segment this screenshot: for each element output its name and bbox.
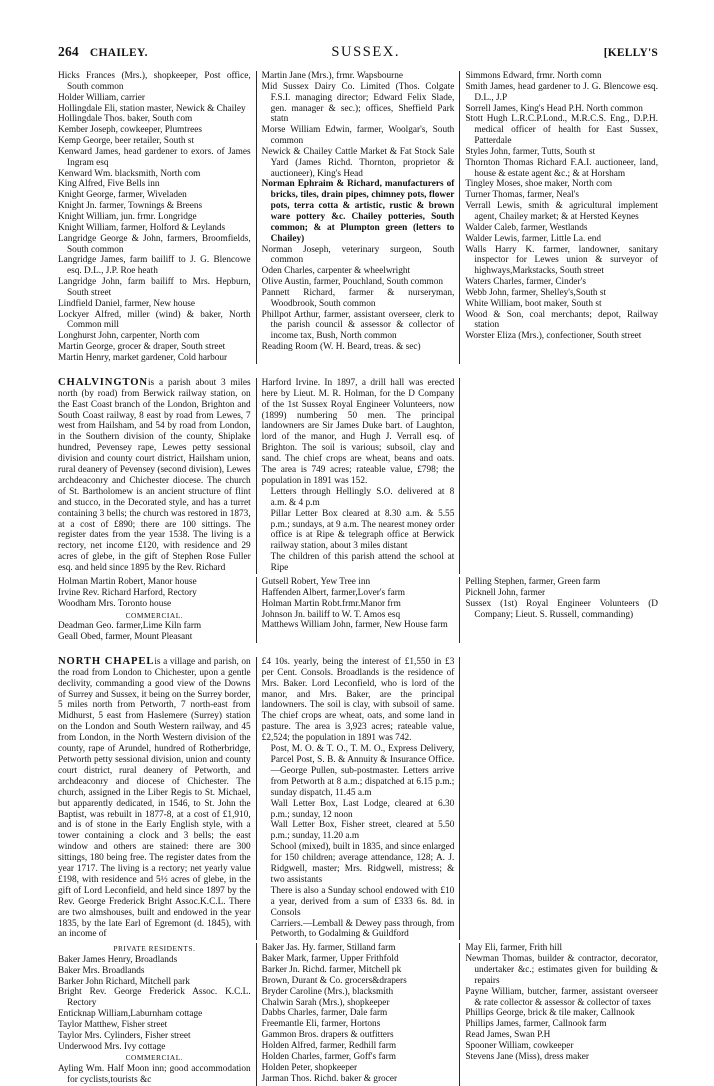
directory-entry [465,71,658,82]
directory-entry-text: Martin Jane (Mrs.), frmr. Wapsbourne [261,71,404,81]
directory-entry [262,342,455,353]
directory-entry-text: Knight William, farmer, Holford & Leylands [58,222,226,233]
directory-entry-text: Knight William, jun. frmr. Longridge [58,211,197,222]
directory-entry-text: Baker Mark, farmer, Upper Frithfold [261,954,399,965]
directory-entry-text: Martin Henry, market gardener, Cold harbour [58,352,228,363]
chalvington-pillar-letter-box: Pillar Letter Box cleared at 8.30 a.m. & 5.55 p.m.; sundays, at 9 a.m. The nearest money order office is at Ripe & telegraph office at Berwick railway station, about 3 miles distant [270,508,455,552]
directory-entry [465,299,658,310]
directory-entry-text: Smith James, head gardener to J. G. Blencowe esq. D.L., J.P [465,81,659,103]
directory-entry-text: Hollingdale Thos. baker, South com [58,114,193,125]
directory-entry [262,1052,455,1063]
directory-entry [58,1031,251,1042]
running-head-publisher: [KELLY'S [603,47,658,59]
directory-entry-text: Underwood Mrs. Ivy cottage [58,1041,166,1052]
directory-entry [262,1008,455,1019]
directory-entry [262,1019,455,1030]
directory-entry [465,277,658,288]
directory-entry [262,943,455,954]
directory-entry [465,190,658,201]
directory-entry [262,976,455,987]
chailey-commercial-list [58,71,658,364]
chalvington-paragraph-1 [58,378,251,574]
chailey-column-1 [58,71,257,364]
north-chapel-list-column-3 [460,943,658,1085]
directory-entry-text: Enticknap William,Laburnham cottage [58,1009,203,1020]
directory-entry-text: Verrall Lewis, smith & agricultural implement agent, Chailey market; & at Hersted Keynes [465,201,659,222]
directory-entry [262,288,455,310]
directory-entry [262,577,455,588]
directory-entry [58,71,251,93]
directory-entry [262,1074,455,1085]
directory-entry-text: Baker Jas. Hy. farmer, Stilland farm [261,943,396,954]
running-head-left [58,44,148,60]
north-chapel-list-column-1 [58,943,257,1085]
chailey-column-3 [460,71,658,364]
directory-entry-text: Kenward James, head gardener to exors. of James Ingram esq [58,146,251,168]
directory-entry [58,1009,251,1020]
north-chapel-sunday-school: There is also a Sunday school endowed with £10 a year, derived from a sum of £333 6s. 8d. in Consols [270,885,455,918]
chalvington-list-column-3 [460,577,658,643]
directory-entry [465,201,658,223]
directory-entry [58,255,251,277]
directory-entry-text: Taylor Mrs. Cylinders, Fisher street [58,1030,191,1041]
directory-entry-text: Barker Jn. Richd. farmer, Mitchell pk [261,965,402,976]
running-head [58,44,658,62]
chalvington-body-2: Harford Irvine. In 1897, a drill hall was erected here by Lieut. M. R. Holman, for the D Company of the 1st Sussex Royal Engineer Volunteers, now (1899) numbering 50 men. The principal landowners are Sir James Duke bart. of Laughton, lord of the manor, and Hugh J. Verrall esq. of Brighton. The soil is various; subsoil, clay and sand. The chief crops are wheat, beans and oats. The area is 749 acres; rateable value, £798; the population in 1891 was 152. [261,377,455,486]
directory-entry [58,1064,251,1086]
directory-entry [58,632,251,643]
directory-entry [58,310,251,332]
directory-entry-text: Langridge John, farm bailiff to Mrs. Hepburn, South street [58,277,251,298]
directory-entry [58,277,251,299]
north-chapel-school: School (mixed), built in 1835, and since enlarged for 150 children; average attendance, 128; A. J. Ridgwell, master; Mrs. Ridgwell, mistress; & two assistants [270,842,455,885]
directory-entry [465,943,658,954]
directory-entry [58,201,251,212]
directory-entry-text: Longhurst John, carpenter, North com [58,331,200,342]
directory-entry [58,147,251,169]
directory-entry [465,147,658,158]
directory-entry-text: Knight George, farmer, Wiveladen [58,190,187,201]
running-head-county: SUSSEX. [331,44,401,60]
directory-entry-text: Barker John Richard, Mitchell park [58,976,190,987]
directory-entry-text: Simmons Edward, frmr. North comn [465,71,602,81]
directory-entry [58,1020,251,1031]
north-chapel-wall-letter-box-last-lodge: Wall Letter Box, Last Lodge, cleared at 6.30 p.m.; sunday, 12 noon [270,798,455,820]
directory-entry [465,82,658,104]
directory-entry [465,1019,658,1030]
directory-entry [262,1030,455,1041]
directory-entry [465,114,658,147]
directory-entry-text: Pannett Richard, farmer & nurseryman, Woodbrook, South common [261,287,455,309]
directory-entry-text: Holden Charles, farmer, Goff's farm [261,1051,397,1062]
directory-entry-text: Dabbs Charles, farmer, Dale farm [261,1008,388,1019]
directory-entry [262,588,455,599]
directory-entry [58,966,251,977]
directory-entry-text: King Alfred, Five Bells inn [58,179,160,190]
directory-entry [58,621,251,632]
directory-entry-text: Spooner William, cowkeeper [465,1040,574,1051]
directory-entry [58,234,251,256]
directory-entry-text: Baker Mrs. Broadlands [58,965,145,976]
directory-entry-text: Sorrell James, King's Head P.H. North common [465,103,643,114]
directory-entry [58,977,251,988]
directory-entry-text: Styles John, farmer, Tutts, South st [465,146,596,157]
north-chapel-post-office: Post, M. O. & T. O., T. M. O., Express Delivery, Parcel Post, S. B. & Annuity & Insurance Office.—George Pullen, sub-postmaster. Letters arrive from Petworth at 8 a.m.; dispatched at 6.15 p.m.; sunday dispatch, 11.45 a.m [270,744,455,798]
directory-entry [465,158,658,180]
directory-entry-text: Johnson Jn. bailiff to W. T. Amos esq [261,609,401,620]
north-chapel-paragraph-1 [58,657,251,941]
directory-entry-text: Pelling Stephen, farmer, Green farm [465,577,601,588]
directory-entry-text: Geall Obed, farmer, Mount Pleasant [58,631,193,642]
directory-entry [58,1042,251,1053]
directory-entry [465,310,658,332]
list-subheading: COMMERCIAL. [125,1053,184,1063]
north-chapel-carriers: Carriers.—Lemball & Dewey pass through, from Petworth, to Godalming & Guildford [270,918,455,940]
directory-entry-text: Holden Alfred, farmer, Redhill farm [261,1040,397,1051]
directory-entry [262,179,455,244]
directory-entry-text: Woodham Mrs. Toronto house [58,598,172,609]
directory-entry [465,954,658,987]
directory-entry [465,1030,658,1041]
directory-entry [465,987,658,1009]
directory-entry [262,147,455,180]
directory-entry-text: Newick & Chailey Cattle Market & Fat Stock Sale Yard (James Richd. Thornton, proprietor & auctioneer), King's Head [261,146,455,179]
directory-entry-text: Langridge James, farm bailiff to J. G. Blencowe esq. D.L., J.P. Roe heath [58,255,251,277]
directory-entry-text: Waters Charles, farmer, Cinder's [465,277,586,288]
chalvington-body-1: is a parish about 3 miles north (by road) from Berwick railway station, on the East Coast branch of the London, Brighton and South Coast railway, 8 east by road from Lewes, 7 west from Hailsham, and 54 by road from London, in the Southern division of the county, Shiplake hundred, Pevensey rape, Lewes petty sessional division and county court district, Hailsham union, rural deanery of Pevensey (second division), Lewes archdeaconry and Chichester diocese. The church of St. Bartholomew is an ancient structure of flint and stucco, in the Decorated style, and has a turret containing 3 bells; the church was restored in 1873, at a cost of £890; there are 100 sittings. The register dates from the year 1538. The living is a rectory, net income £120, with residence and 29 acres of glebe, in the gift of Stephen Rose Fuller esq. and held since 1895 by the Rev. Richard [58,377,251,574]
directory-entry-text: Norman Joseph, veterinary surgeon, South common [261,244,455,266]
chalvington-directory-list [58,577,658,643]
directory-entry-text: Stott Hugh L.R.C.P.Lond., M.R.C.S. Eng., D.P.H. medical officer of health for East Sussex, Patterdale [465,114,659,147]
directory-entry-text: Reading Room (W. H. Beard, treas. & sec) [261,342,421,353]
directory-entry [58,987,251,1009]
chailey-column-2 [257,71,461,364]
directory-entry [465,577,658,588]
directory-entry-text: Lindfield Daniel, farmer, New house [58,298,195,309]
chalvington-article [58,378,658,574]
directory-entry-text: Hollingdale Eli, station master, Newick & Chailey [58,103,246,114]
directory-entry [262,1063,455,1074]
directory-entry [58,125,251,136]
directory-entry-text: Phillips George, brick & tile maker, Callnook [465,1008,635,1019]
directory-entry [58,169,251,180]
directory-entry-text: Newman Thomas, builder & contractor, decorator, undertaker &c.; estimates given for building & repairs [465,954,659,986]
directory-entry-text: Brown, Durant & Co. grocers&drapers [261,975,407,986]
running-head-place: CHAILEY. [89,47,148,59]
directory-entry-text: Bryder Caroline (Mrs.), blacksmith [261,986,394,997]
directory-entry-text: Walder Caleb, farmer, Westlands [465,222,588,233]
directory-entry [58,93,251,104]
directory-entry-text: May Eli, farmer, Frith hill [465,943,563,954]
directory-entry [262,998,455,1009]
directory-entry [465,1041,658,1052]
directory-entry [262,277,455,288]
directory-entry [58,331,251,342]
directory-entry [262,987,455,998]
directory-entry-text: Stevens Jane (Miss), dress maker [465,1051,590,1062]
directory-entry-text: Freemantle Eli, farmer, Hortons [261,1019,381,1030]
directory-entry-text: Martin George, grocer & draper, South street [58,342,226,353]
north-chapel-body-2: £4 10s. yearly, being the interest of £1,550 in £3 per Cent. Consols. Broadlands is the residence of Mrs. Baker. Lord Leconfield, who is lord of the manor, and Mrs. Baker, are the principal landowners. The soil is clay, with subsoil of same. The chief crops are wheat, oats, and some land in pasture. The area is 3,923 acres; rateable value, £2,524; the population in 1891 was 742. [261,656,455,744]
directory-entry-text: Tingley Moses, shoe maker, North com [465,179,613,190]
north-chapel-placename: NORTH CHAPEL [58,655,155,667]
directory-entry-text: Worster Eliza (Mrs.), confectioner, South street [465,331,642,342]
directory-entry [262,620,455,631]
directory-entry-text: Haffenden Albert, farmer,Lover's farm [261,587,406,598]
directory-entry-text: Picknell John, farmer [465,587,546,598]
directory-entry-text: Langridge George & John, farmers, Broomfields, South common [58,233,251,255]
directory-entry-text: Kember Joseph, cowkeeper, Plumtrees [58,125,202,136]
directory-entry-text: Gutsell Robert, Yew Tree inn [261,577,371,588]
directory-entry [58,104,251,115]
directory-entry [58,212,251,223]
directory-entry-text: Webb John, farmer, Shelley's,South st [465,287,607,298]
directory-entry-text: Walls Harry K. farmer, landowner, sanitary inspector for Lewes union & surveyor of highways,Markstacks, South street [465,244,659,277]
directory-entry-text: Bright Rev. George Frederick Assoc. K.C.L. Rectory [58,987,251,1009]
directory-entry [465,245,658,278]
directory-entry-text: Irvine Rev. Richard Harford, Rectory [58,587,197,598]
directory-entry-text: Holden Peter, shopkeeper [261,1062,358,1073]
directory-entry-text: Turner Thomas, farmer, Neal's [465,190,579,201]
directory-entry [262,965,455,976]
directory-entry [262,1041,455,1052]
directory-entry [465,1052,658,1063]
directory-entry-text: Walder Lewis, farmer, Little La. end [465,233,602,244]
chalvington-list-column-2 [257,577,461,643]
directory-entry-text: Baker James Henry, Broadlands [58,954,178,965]
north-chapel-text-column-2 [257,657,461,941]
directory-entry [262,245,455,267]
directory-entry [58,190,251,201]
directory-entry-text: Phillpot Arthur, farmer, assistant overseer, clerk to the parish council & assessor & collector of income tax, Bush, North common [261,309,455,342]
directory-entry-text: Knight Jn. farmer, Townings & Breens [58,201,203,212]
directory-entry [465,288,658,299]
directory-entry [262,82,455,125]
directory-entry-text: Holder William, carrier [58,92,145,103]
directory-entry-text: Holman Martin Robert, Manor house [58,577,197,588]
directory-entry-text: Hicks Frances (Mrs.), shopkeeper, Post office, South common [58,71,251,92]
directory-entry-text: Jarman Thos. Richd. baker & grocer [261,1073,398,1084]
directory-entry-text: Payne William, butcher, farmer, assistant overseer & rate collector & assessor & collector of taxes [465,986,659,1008]
chalvington-text-column-2 [257,378,461,574]
directory-entry [465,599,658,621]
list-subheading: COMMERCIAL. [125,610,184,620]
chalvington-list-column-1 [58,577,257,643]
directory-entry [58,179,251,190]
directory-entry-text: Kenward Wm. blacksmith, North com [58,168,201,179]
directory-entry-text: Ayling Wm. Half Moon inn; good accommodation for cyclists,tourists &c [58,1063,251,1085]
directory-entry-text: Morse William Edwin, farmer, Woolgar's, South common [261,125,455,147]
directory-entry-text: Read James, Swan P.H [465,1030,551,1041]
directory-entry [58,577,251,588]
directory-entry [262,610,455,621]
directory-entry-text: Olive Austin, farmer, Pouchland, South common [261,277,444,288]
list-subheading: PRIVATE RESIDENTS. [113,944,196,954]
directory-entry-text: White William, boot maker, South st [465,298,602,309]
directory-entry-text: Holman Martin Robt.frmr.Manor frm [261,598,401,609]
directory-entry-text: Taylor Matthew, Fisher street [58,1019,168,1030]
directory-entry-text: Oden Charles, carpenter & wheelwright [261,266,411,277]
directory-entry-text: Kemp George, beer retailer, South st [58,136,195,147]
directory-entry [262,266,455,277]
directory-entry [58,588,251,599]
directory-entry [58,353,251,364]
directory-entry-text: Phillips James, farmer, Callnook farm [465,1019,607,1030]
directory-entry [262,71,455,82]
directory-entry [58,223,251,234]
directory-entry-text: Sussex (1st) Royal Engineer Volunteers (D Company; Lieut. S. Russell, commanding) [465,598,659,620]
directory-entry-text: Deadman Geo. farmer,Lime Kiln farm [58,621,202,632]
chalvington-text-column-1 [58,378,257,574]
directory-entry-text: Norman Ephraim & Richard, manufacturers of bricks, tiles, drain pipes, chimney pots, flower pots, terra cotta & artistic, rustic & brown ware pottery &c. Chailey potteries, South common; & at Plumpton green (letters to Chailey) [261,179,455,244]
directory-entry [58,114,251,125]
page-number: 264 [58,44,79,59]
north-chapel-directory-list [58,943,658,1085]
directory-entry [465,1008,658,1019]
directory-entry [58,136,251,147]
directory-entry-text: Matthews William John, farmer, New House farm [261,620,448,631]
directory-entry [465,588,658,599]
directory-entry-text: Gammon Bros. drapers & outfitters [261,1030,394,1041]
north-chapel-list-column-2 [257,943,461,1085]
directory-entry-text: Chalwin Sarah (Mrs.), shopkeeper [261,997,390,1008]
directory-entry [262,954,455,965]
directory-entry-text: Lockyer Alfred, miller (wind) & baker, North Common mill [58,309,251,331]
directory-entry [58,299,251,310]
directory-entry-text: Thornton Thomas Richard F.A.I. auctioneer, land, house & estate agent &c.; & at Horsham [465,157,659,179]
chalvington-school-note: The children of this parish attend the school at Ripe [270,552,455,574]
directory-entry [465,234,658,245]
directory-entry [465,223,658,234]
north-chapel-text-column-1 [58,657,257,941]
north-chapel-wall-letter-box-fisher-street: Wall Letter Box, Fisher street, cleared at 5.50 p.m.; sunday, 11.20 a.m [270,820,455,842]
directory-entry [465,179,658,190]
north-chapel-body-1: is a village and parish, on the road from London to Chichester, upon a gentle declivity, commanding a good view of the Downs of Surrey and Sussex, it being on the Surrey border, 5 miles north from Petworth, 7 north-east from Midhurst, 5 east from Haslemere (Surrey) station on the London and South Western railway, and 45 from London, in the North Western division of the county, rape of Arundel, hundred of Rotherbridge, Petworth petty sessional division, union and county court district, rural deanery of Petworth, and archdeaconry and diocese of Chichester. The church, assigned in the Liber Regis to St. Michael, but apparently dedicated, in 1546, to St. John the Baptist, was rebuilt in 1877-8, at a cost of £1,910, and is of stone in the Early English style, with a tower containing a clock and 3 bells; the east window and others are stained: there are 300 sittings, 180 being free. The register dates from the year 1717. The living is a rectory; net yearly value £198, with residence and 5½ acres of glebe, in the gift of Lord Leconfield, and held since 1897 by the Rev. George Frederick Bright Assoc.K.C.L. There are two almshouses, built and endowed in the year 1835, by the late Earl of Egremont (d. 1845), with an income of [58,656,251,940]
directory-entry [465,331,658,342]
chalvington-placename: CHALVINGTON [58,376,148,388]
directory-entry [262,310,455,343]
directory-entry-text: Wood & Son, coal merchants; depot, Railway station [465,309,659,331]
directory-entry [262,125,455,147]
directory-entry [262,599,455,610]
directory-entry [58,955,251,966]
directory-entry [465,104,658,115]
north-chapel-article [58,657,658,941]
chalvington-post-letters: Letters through Hellingly S.O. delivered at 8 a.m. & 4 p.m [270,486,455,508]
directory-entry-text: Mid Sussex Dairy Co. Limited (Thos. Colgate F.S.I. managing director; Edward Felix Slade, gen. manager & sec.); offices, Sheffield Park statn [261,81,455,125]
directory-entry [58,342,251,353]
directory-entry [58,599,251,610]
